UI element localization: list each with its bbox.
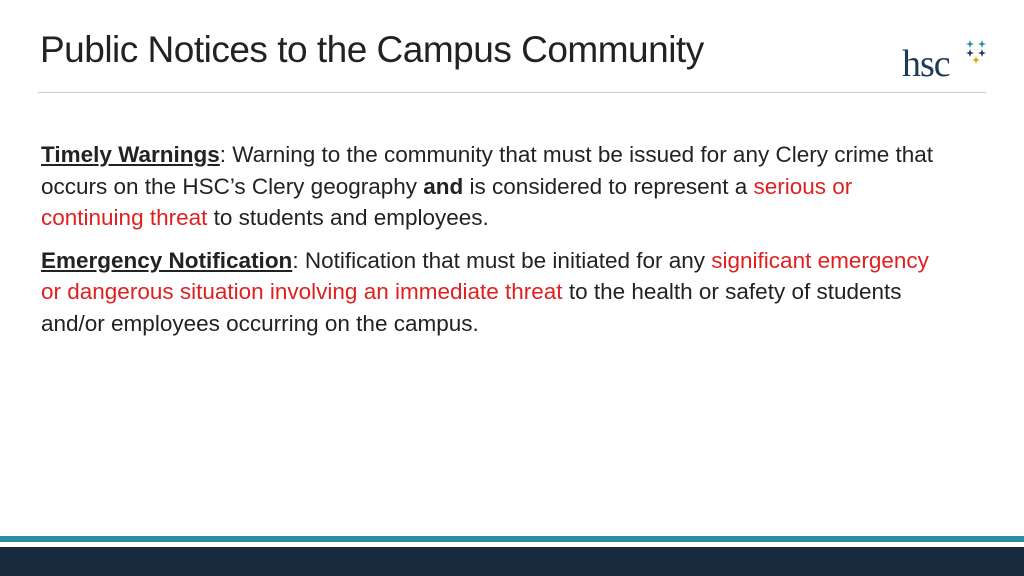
timely-warnings-text-2: is considered to represent a: [463, 173, 754, 199]
timely-warnings-bold: and: [423, 173, 464, 199]
emergency-notification-paragraph: [41, 245, 941, 340]
sparkle-cluster-icon: [962, 38, 990, 66]
timely-warnings-term: Timely Warnings: [41, 142, 220, 167]
page-title: Public Notices to the Campus Community: [40, 29, 704, 70]
emergency-notification-text-1: : Notification that must be initiated for any: [292, 247, 712, 273]
sparkle-top-right: [978, 40, 986, 48]
timely-warnings-highlight: serious or continuing threat: [41, 173, 853, 230]
emergency-notification-highlight: significant emergency or dangerous situation involving an immediate threat: [41, 247, 929, 304]
sparkle-mid-right: [978, 49, 986, 57]
footer-bar: [0, 547, 1024, 576]
emergency-notification-term: Emergency Notification: [41, 247, 293, 273]
sparkle-bottom: [972, 56, 980, 64]
timely-warnings-text-3: to students and employees.: [207, 205, 489, 230]
sparkle-mid-left: [966, 49, 974, 57]
timely-warnings-text-1: : Warning to the community that must be issued for any Clery crime that occurs on the HSC’s Clery geography: [41, 142, 933, 199]
body-content: [41, 139, 941, 350]
sparkle-top-left: [966, 40, 974, 48]
logo-wordmark: hsc: [902, 43, 950, 85]
emergency-notification-text-2: to the health or safety of students and/or employees occurring on the campus.: [41, 279, 902, 336]
timely-warnings-paragraph: [41, 139, 941, 234]
hsc-logo: [902, 38, 992, 88]
title-divider: [38, 92, 986, 93]
footer-accent-bar: [0, 536, 1024, 542]
